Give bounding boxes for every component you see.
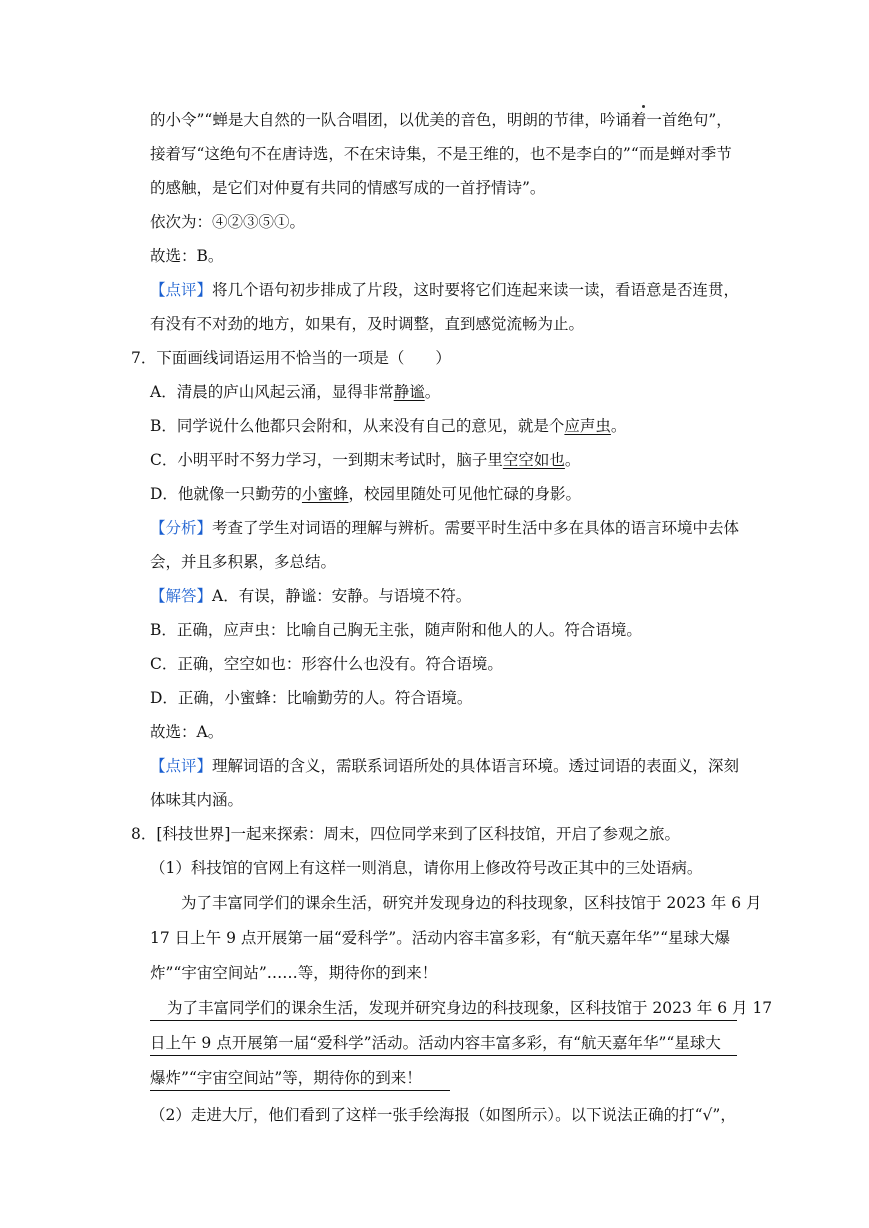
comment-tag: 【点评】 [150, 281, 213, 299]
corrected-answer-line: 日上午 9 点开展第一届“爱科学”活动。活动内容丰富多彩，有“航天嘉年华”“星球大 [150, 1034, 721, 1052]
analysis-text-line: 接着写“这绝句不在唐诗选，不在宋诗集，不是王维的，也不是李白的”“而是蝉对季节 [150, 145, 732, 163]
corrected-answer-line: 为了丰富同学们的课余生活，发现并研究身边的科技现象，区科技馆于 2023 年 6 月 17 [167, 999, 773, 1017]
analysis-text-line: 的小令”“蝉是大自然的一队合唱团，以优美的音色，明朗的节律，吟诵着一首绝句”， [150, 111, 732, 129]
analysis-line: 会，并且多积累，多总结。 [150, 553, 337, 571]
answer-line: B．正确，应声虫：比喻自己胸无主张，随声附和他人的人。符合语境。 [150, 621, 642, 639]
sub-question-1: （1）科技馆的官网上有这样一则消息，请你用上修改符号改正其中的三处语病。 [150, 859, 703, 877]
analysis-line: 【分析】考查了学生对词语的理解与辨析。需要平时生活中多在具体的语言环境中去体 [150, 519, 740, 537]
comment-line [150, 280, 739, 300]
comment-line: 有没有不对劲的地方，如果有，及时调整，直到感觉流畅为止。 [150, 315, 585, 333]
option-c: C．小明平时不努力学习，一到期末考试时，脑子里空空如也。 [150, 451, 581, 469]
choice-answer: 故选：A。 [150, 723, 224, 741]
comment-text: 将几个语句初步排成了片段，这时要将它们连起来读一读，看语意是否连贯， [212, 281, 740, 299]
underlined-word: 小蜜蜂 [301, 485, 349, 503]
order-answer: 依次为：④②③⑤①。 [150, 213, 306, 231]
answer-line: C．正确，空空如也：形容什么也没有。符合语境。 [150, 655, 503, 673]
emphasis-dot [642, 105, 645, 108]
answer-underline [150, 1090, 450, 1091]
answer-underline [150, 1055, 737, 1056]
question-7-stem: 7．下面画线词语运用不恰当的一项是（ ） [131, 349, 451, 367]
answer-line: D．正确，小蜜蜂：比喻勤劳的人。符合语境。 [150, 689, 473, 707]
choice-answer: 故选：B。 [150, 247, 224, 265]
corrected-answer-line: 爆炸”“宇宙空间站”等，期待你的到来！ [150, 1069, 422, 1087]
answer-line: 【解答】A．有误，静谧：安静。与语境不符。 [150, 587, 472, 605]
comment-line: 体味其内涵。 [150, 791, 244, 809]
option-a: A．清晨的庐山风起云涌，显得非常静谧。 [150, 383, 441, 401]
option-b: B．同学说什么他都只会附和，从来没有自己的意见，就是个应声虫。 [150, 417, 627, 435]
option-d: D．他就像一只勤劳的小蜜蜂，校园里随处可见他忙碌的身影。 [150, 485, 581, 503]
underlined-word: 空空如也 [502, 451, 565, 469]
analysis-tag: 【分析】 [150, 519, 213, 537]
news-message-line: 为了丰富同学们的课余生活，研究并发现身边的科技现象，区科技馆于 2023 年 6 月 [181, 894, 762, 912]
news-message-line: 17 日上午 9 点开展第一届“爱科学”。活动内容丰富多彩，有“航天嘉年华”“星球大爆 [150, 929, 730, 947]
answer-underline [150, 1020, 737, 1021]
sub-question-2: （2）走进大厅，他们看到了这样一张手绘海报（如图所示）。以下说法正确的打“√”， [150, 1106, 736, 1124]
comment-line: 【点评】理解词语的含义，需联系词语所处的具体语言环境。透过词语的表面义，深刻 [150, 757, 740, 775]
analysis-text-line: 的感触，是它们对仲夏有共同的情感写成的一首抒情诗”。 [150, 179, 546, 197]
answer-tag: 【解答】 [150, 587, 213, 605]
comment-tag: 【点评】 [150, 757, 213, 775]
news-message-line: 炸”“宇宙空间站”……等，期待你的到来！ [150, 964, 438, 982]
underlined-word: 应声虫 [564, 417, 611, 435]
question-8-stem: 8．[科技世界]一起来探索：周末，四位同学来到了区科技馆，开启了参观之旅。 [131, 825, 680, 843]
underlined-word: 静谧 [393, 383, 425, 401]
